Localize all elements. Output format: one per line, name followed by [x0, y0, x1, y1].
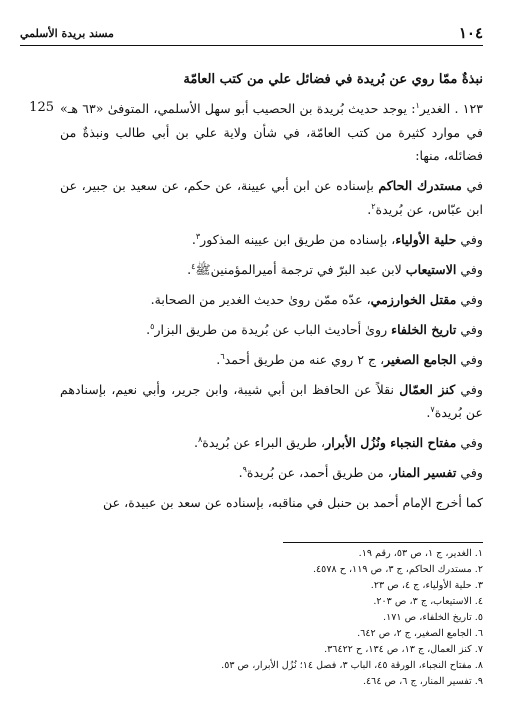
paragraph-text: ، بإسناده من طريق ابن عيينه المذكور — [200, 231, 396, 247]
paragraph-text: ﷺ — [195, 261, 211, 277]
paragraph-text: وفي — [456, 465, 483, 480]
paragraph-text: ، من طريق أحمد، عن بُريدة — [246, 465, 392, 480]
footnote: ٧. كنز العمال، ج ١٣، ص ١٣٤، ح ٣٦٤٢٢. — [324, 644, 483, 655]
paragraph — [60, 461, 483, 485]
paragraph-text: وفي — [456, 351, 483, 367]
paragraph-text: وفي — [456, 435, 483, 450]
paragraph-text: : يوجد حديث بُريدة بن الحصيب أبو سهل الأسلمي، المتوفىٰ «٦٣ هـ» في موارد كثيرة من كتب العامّة، في شأن ولاية علي بن أبي طالب ونبذةٌ من فضائله، منها: — [60, 101, 483, 163]
body-text — [60, 97, 483, 515]
paragraph-text: في — [461, 178, 483, 193]
footnote: ٩. تفسير المنار، ج ٦، ص ٤٦٤. — [362, 676, 483, 687]
footnotes-list — [60, 546, 483, 690]
header-rule — [20, 45, 483, 46]
paragraph-text: كما أخرج الإمام أحمد بن حنبل في مناقبه، بإسناده عن سعد بن عبيدة، عن — [103, 495, 483, 510]
paragraph — [60, 348, 483, 372]
paragraph-text: بإسناده عن ابن أبي عيينة، عن حكم، عن سعيد بن جبير، عن ابن عبّاس، عن بُريدة — [60, 178, 483, 217]
paragraph-text: وفي — [456, 261, 483, 277]
source-title: مفتاح النجباء ونُزُل الأبرار — [325, 435, 457, 450]
running-title: مسند بريدة الأسلمي — [20, 27, 114, 40]
source-title: مستدرك الحاكم — [378, 178, 462, 193]
paragraph-text: . — [238, 465, 243, 480]
paragraph-text: . — [367, 201, 372, 217]
source-title: تاريخ الخلفاء — [391, 321, 457, 337]
paragraph-text: . — [426, 405, 431, 420]
paragraph — [60, 431, 483, 455]
paragraph-text: ، ج ٢ روي عنه من طريق أحمد — [224, 351, 385, 367]
paragraph-text: . — [191, 231, 196, 247]
paragraph-text: لابن عبد البرّ في ترجمة أميرالمؤمنين — [210, 261, 406, 277]
footnote-ref: ٣ — [195, 231, 201, 241]
paragraph-text: . — [216, 351, 221, 367]
footnote: ٥. تاريخ الخلفاء، ص ١٧١. — [383, 612, 483, 623]
paragraph — [60, 174, 483, 221]
source-title: مقتل الخوارزمي — [370, 291, 457, 307]
paragraph-text: . — [146, 321, 151, 337]
page-number: ١٠٤ — [458, 24, 483, 42]
paragraph-text: وفي — [455, 381, 483, 397]
footnote: ٣. حلية الأولياء، ج ٤، ص ٢٣. — [370, 580, 483, 591]
paragraph-text: نقلاً عن الحافظ ابن أبي شيبة، وابن جرير، وأبي نعيم، بإسنادهم عن بُريدة — [60, 381, 483, 420]
paragraph — [60, 318, 483, 342]
footnote-ref: ٢ — [371, 201, 376, 211]
paragraph-text: . — [193, 435, 198, 450]
paragraph — [60, 288, 483, 312]
footnote: ٦. الجامع الصغير، ج ٢، ص ٦٤٢. — [357, 628, 483, 639]
paragraph — [60, 378, 483, 425]
footnote-ref: ٨ — [197, 434, 203, 444]
paragraph-text: روىٰ أحاديث الباب عن بُريدة من طريق البزار — [154, 321, 392, 337]
paragraph-text: وفي — [456, 231, 483, 247]
margin-number: 125 — [29, 100, 54, 115]
paragraph — [60, 97, 483, 168]
paragraph — [60, 228, 483, 252]
footnote-ref: ٧ — [430, 404, 435, 414]
paragraph-text: . — [187, 261, 192, 277]
source-title: كنز العمّال — [399, 381, 456, 397]
paragraph-text: وفي — [456, 321, 483, 337]
source-title: الجامع الصغير — [384, 351, 457, 367]
footnote-ref: ٤ — [191, 261, 196, 271]
source-title: حلية الأولياء — [395, 231, 457, 247]
footnote-ref: ٩ — [242, 464, 247, 474]
source-title: تفسير المنار — [391, 465, 457, 480]
paragraph-text: ، طريق البراء عن بُريدة — [202, 435, 326, 450]
footnote-ref: ٥ — [150, 321, 155, 331]
paragraph — [60, 491, 483, 515]
footnote: ٨. مفتاح النجباء، الورقة ٤٥، الباب ٣، فصل ١٤؛ نُزُل الأبرار، ص ٥٣. — [221, 660, 483, 671]
footnote: ٤. الاستيعاب، ج ٣، ص ٢٠٣. — [373, 596, 483, 607]
paragraph-text: ، عدّه ممّن روىٰ حديث الغدير من الصحابة. — [150, 291, 371, 307]
paragraph — [60, 258, 483, 282]
footnote: ٢. مستدرك الحاكم، ج ٣، ص ١١٩، ح ٤٥٧٨. — [312, 564, 483, 575]
footnote-ref: ٦ — [220, 351, 225, 361]
section-title: نبذةٌ ممّا روي عن بُريدة في فضائل علي من كتب العامّة — [183, 72, 483, 87]
source-title: الاستيعاب — [405, 261, 457, 277]
page-header — [20, 24, 483, 46]
footnote-ref: ١ — [415, 100, 420, 110]
paragraph-text: وفي — [456, 291, 483, 307]
footnote-separator — [283, 542, 483, 543]
footnote: ١. الغدير، ج ١، ص ٥٣، رقم ١٩. — [358, 548, 483, 559]
paragraph-text: ١٢٣ . الغدير — [419, 101, 483, 116]
